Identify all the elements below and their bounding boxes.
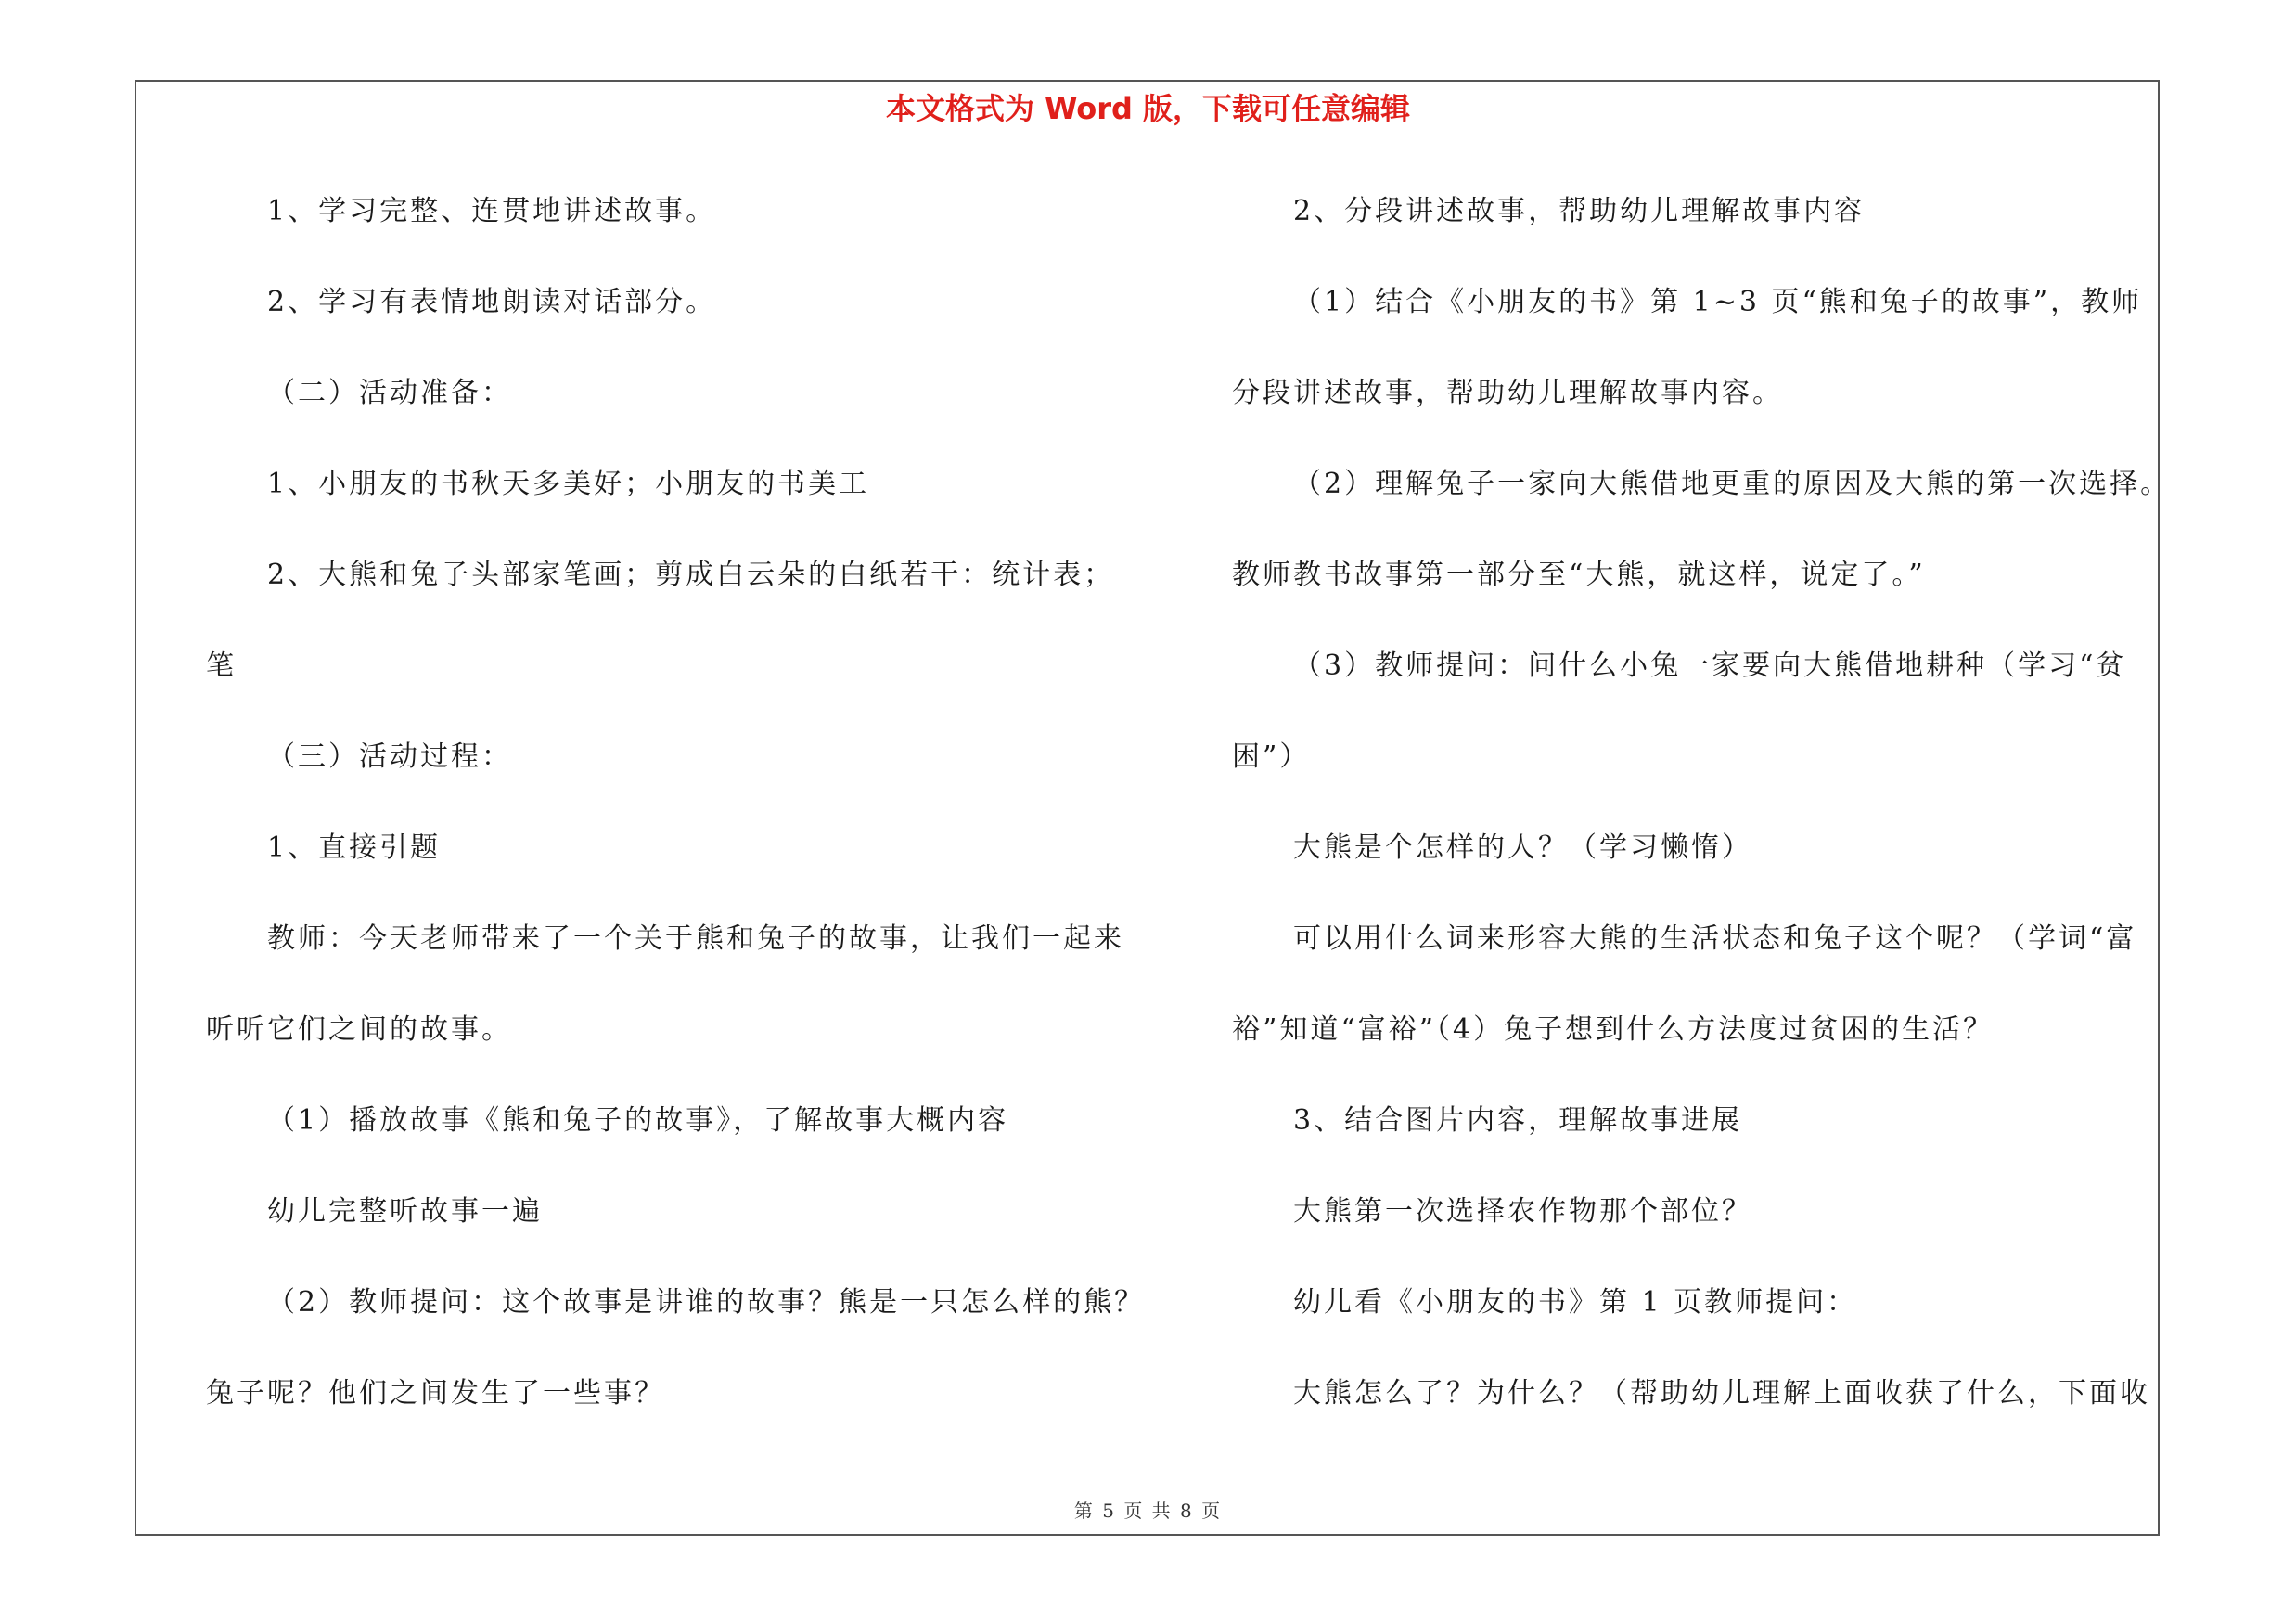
text-line: （二）活动准备： [267,377,512,409]
text-line: （三）活动过程： [267,741,512,773]
text-line: 裕”知道“富裕”（4）兔子想到什么方法度过贫困的生活？ [1232,1013,1995,1046]
text-line: 听听它们之间的故事。 [206,1013,512,1046]
text-line: 困”） [1232,741,1311,773]
text-line: （2）教师提问：这个故事是讲谁的故事？熊是一只怎么样的熊？ [267,1286,1146,1319]
text-line: 大熊是个怎样的人？（学习懒惰） [1293,831,1752,864]
text-line: 2、分段讲述故事，帮助幼儿理解故事内容 [1293,195,1866,227]
format-banner: 本文格式为 Word 版，下载可任意编辑 [885,91,1411,126]
text-line: 1、小朋友的书秋天多美好；小朋友的书美工 [267,468,870,500]
page-number-footer: 第 5 页 共 8 页 [1073,1500,1223,1522]
text-line: 2、学习有表情地朗读对话部分。 [267,286,717,318]
text-line: 大熊第一次选择农作物那个部位？ [1293,1195,1752,1228]
right-column [1232,184,2172,1457]
text-line: （2）理解兔子一家向大熊借地更重的原因及大熊的第一次选择。 [1293,468,2172,500]
text-line: 分段讲述故事，帮助幼儿理解故事内容。 [1232,377,1783,409]
text-line: 3、结合图片内容，理解故事进展 [1293,1104,1743,1137]
text-line: （1）结合《小朋友的书》第 1~3 页“熊和兔子的故事”，教师 [1293,286,2143,318]
text-line: 1、直接引题 [267,831,442,864]
left-column [206,184,1161,1457]
text-line: 大熊怎么了？为什么？（帮助幼儿理解上面收获了什么，下面收 [1293,1377,2150,1410]
text-line: （3）教师提问：问什么小兔一家要向大熊借地耕种（学习“贫 [1293,650,2127,682]
text-line: 幼儿看《小朋友的书》第 1 页教师提问： [1293,1286,1858,1319]
text-line: 教师教书故事第一部分至“大熊，就这样，说定了。” [1232,559,1926,591]
text-line: 兔子呢？他们之间发生了一些事？ [206,1377,665,1410]
text-line: 幼儿完整听故事一遍 [267,1195,543,1228]
text-line: 笔 [206,650,237,682]
text-line: （1）播放故事《熊和兔子的故事》，了解故事大概内容 [267,1104,1009,1137]
text-line: 1、学习完整、连贯地讲述故事。 [267,195,717,227]
text-line: 2、大熊和兔子头部家笔画；剪成白云朵的白纸若干：统计表； [267,559,1115,591]
text-line: 教师：今天老师带来了一个关于熊和兔子的故事，让我们一起来 [267,922,1124,955]
text-line: 可以用什么词来形容大熊的生活状态和兔子这个呢？（学词“富 [1293,922,2137,955]
